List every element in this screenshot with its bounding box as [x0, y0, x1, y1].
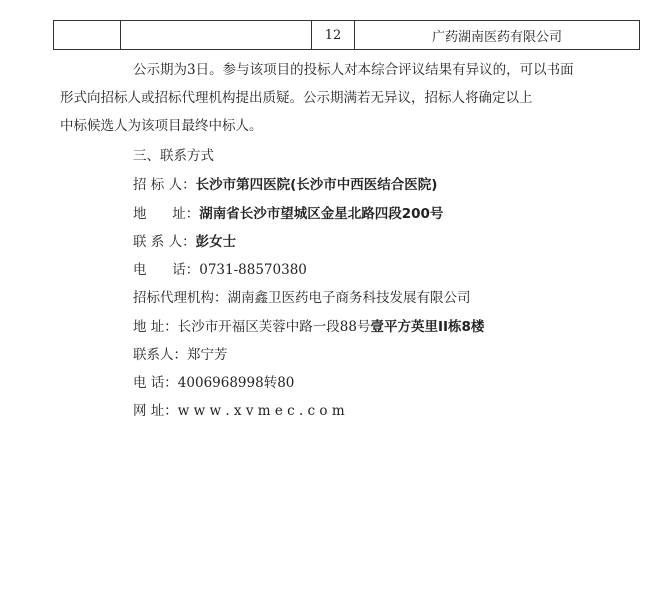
- agency-phone-row: [133, 374, 294, 392]
- address-label: 地 址：: [133, 206, 200, 222]
- contact-person-row: [133, 233, 236, 251]
- agency-contact-label: 联系人：: [133, 347, 187, 363]
- contact-person-label: 联 系 人：: [133, 234, 196, 250]
- agency-contact-value: 郑宁芳: [187, 347, 228, 363]
- agency-address-value: 长沙市开福区芙蓉中路一段88号: [177, 319, 371, 335]
- agency-row: [133, 289, 471, 307]
- website-label: 网 址：: [133, 403, 178, 419]
- phone-label: 电 话：: [133, 262, 200, 278]
- notice-line-3: 中标候选人为该项目最终中标人。: [60, 118, 263, 134]
- agency-value: 湖南鑫卫医药电子商务科技发展有限公司: [227, 290, 471, 306]
- table-cell: [121, 21, 312, 50]
- agency-phone-value: 4006968998转80: [177, 375, 295, 391]
- agency-address-label: 地 址：: [133, 319, 178, 335]
- table-cell-quantity: 12: [312, 21, 355, 50]
- award-table: [53, 20, 640, 50]
- tenderer-label: 招 标 人：: [133, 177, 196, 193]
- table-row: [54, 21, 640, 50]
- agency-phone-label: 电 话：: [133, 375, 178, 391]
- address-value: 湖南省长沙市望城区金星北路四段200号: [199, 206, 444, 222]
- notice-line-2: 形式向招标人或招标代理机构提出质疑。公示期满若无异议，招标人将确定以上: [60, 90, 533, 106]
- phone-value: 0731-88570380: [199, 262, 307, 278]
- table-cell: [54, 21, 121, 50]
- contact-person-value: 彭女士: [195, 234, 237, 250]
- tenderer-row: [133, 176, 437, 194]
- agency-address-row: [133, 318, 484, 336]
- website-value: w w w . x v m e c . c o m: [177, 403, 345, 419]
- agency-contact-row: [133, 346, 228, 364]
- website-row: [133, 402, 345, 420]
- agency-address-value-bold: 壹平方英里II栋8楼: [370, 319, 485, 335]
- table-cell-supplier: 广药湖南医药有限公司: [355, 21, 640, 50]
- agency-label: 招标代理机构：: [133, 290, 228, 306]
- contact-heading: 三、联系方式: [133, 148, 214, 164]
- address-row: [133, 205, 443, 223]
- tenderer-value: 长沙市第四医院(长沙市中西医结合医院): [195, 177, 438, 193]
- notice-line-1: 公示期为3日。参与该项目的投标人对本综合评议结果有异议的，可以书面: [133, 62, 574, 78]
- phone-row: [133, 261, 307, 279]
